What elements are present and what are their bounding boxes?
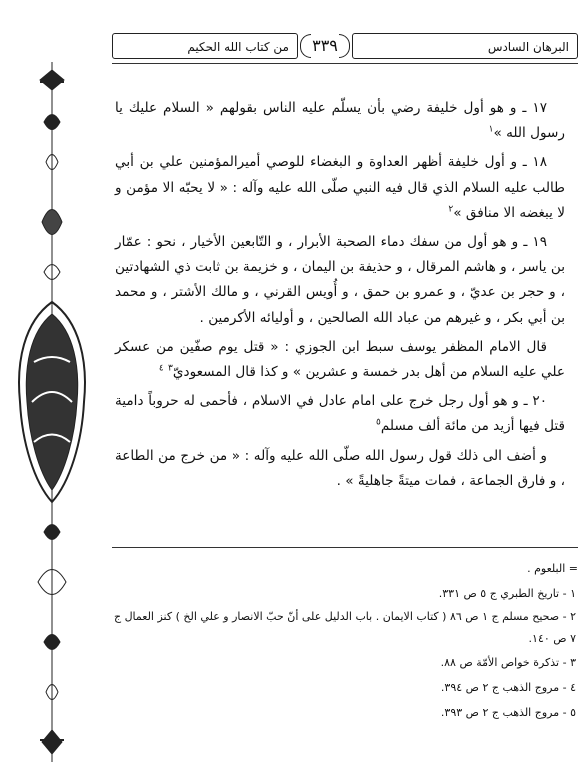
paragraph-text: ١٩ ـ و هو أول من سفك دماء الصحبة الأبرار ، و التّابعين الأخيار ، نحو : عمّار بن ياسر ، و هاشم المرقال ، و حذيفة بن اليمان ، و خزيمة بن ثابت ذي الشهادتين ، و حجر بن عديّ ، و عمرو بن حمق ، و أُويس القرني ، و مالك الأشتر ، و محمد بن أبي بكر ، و غيرهم من عباد الله الصالحين ، و أوليائه الأكرمين . [115, 234, 565, 326]
book-title: من كتاب الله الحكيم [112, 33, 298, 59]
paragraph-text: ٢٠ ـ و هو أول رجل خرج على امام عادل في الاسلام ، فأحمى له حروباً دامية قتل فيها أزيد من مائة ألف مسلم [115, 393, 565, 435]
paragraph-text: قال الامام المظفر يوسف سبط ابن الجوزي : « قتل يوم صفّين من عسكر علي عليه السلام من أهل بدر خمسة و عشرين » و كذا قال المسعوديّ [115, 338, 565, 381]
margin-ornament [14, 62, 90, 762]
footnote-marker[interactable]: ١ [488, 124, 494, 135]
paragraph-text: و أضف الى ذلك قول رسول الله صلّى الله عليه وآله : « من خرج من الطاعة ، و فارق الجماعة ، فمات ميتةً جاهليةً » . [115, 447, 565, 489]
paragraph-17 [115, 96, 565, 146]
footnote-item: ٣ - تذكرة خواص الأمّة ص ٨٨. [440, 656, 576, 669]
footnote-item: ١ - تاريخ الطبري ج ٥ ص ٣٣١. [438, 587, 576, 600]
footnote-marker[interactable]: ٤ [158, 363, 164, 374]
footnote-item: ٤ - مروج الذهب ج ٢ ص ٣٩٤. [440, 681, 576, 694]
footnote-item: ٢ - صحيح مسلم ج ١ ص ٨٦ ( كتاب الايمان . باب الدليل على أنّ حبّ الانصار و علي الخ ) كنز العمال ج ٧ ص ١٤٠. [113, 610, 576, 645]
footnote-marker[interactable]: ٢ [448, 204, 454, 215]
main-text [115, 96, 565, 498]
footnote-separator [112, 547, 578, 548]
paragraph-20 [115, 389, 565, 439]
chapter-title: البرهان السادس [352, 33, 578, 59]
footnotes [112, 556, 578, 725]
paragraph-sibt [115, 335, 565, 385]
header-rule [112, 63, 578, 64]
paragraph-text: ١٨ ـ و أول خليفة أظهر العداوة و البغضاء للوصي أميرالمؤمنين علي بن أبي طالب عليه السلام الذي قال فيه النبي صلّى الله عليه وآله : « لا يحبّه الا مؤمن و لا يبغضه الا منافق » [115, 154, 565, 221]
paragraph-19 [115, 230, 565, 331]
paragraph-hadith [115, 444, 565, 494]
paragraph-text: ١٧ ـ و هو أول خليفة رضي بأن يسلّم عليه الناس بقولهم « السلام عليك يا رسول الله » [115, 100, 565, 142]
footnote-item: ٥ - مروج الذهب ج ٢ ص ٣٩٣. [440, 706, 576, 719]
page-number: ٣٣٩ [300, 33, 350, 59]
paragraph-18 [115, 150, 565, 226]
page-header [112, 33, 578, 65]
footnote-heading: = البلعوم . [527, 562, 578, 575]
footnote-marker[interactable]: ٥ [375, 417, 381, 428]
footnote-marker[interactable]: ٣ [168, 363, 173, 374]
